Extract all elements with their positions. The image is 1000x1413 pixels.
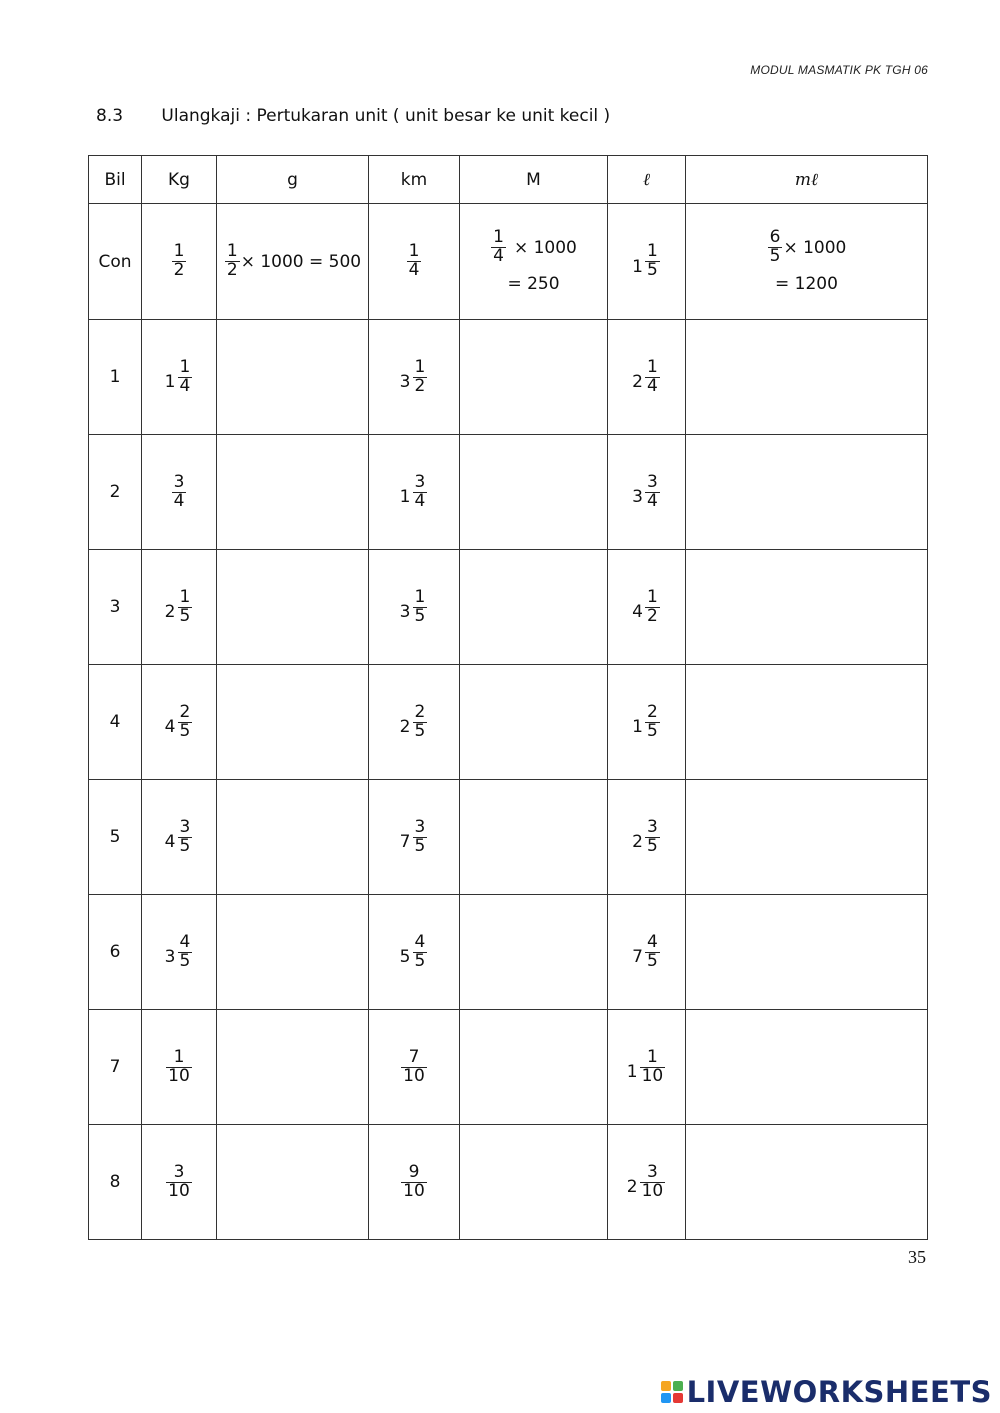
liter-value bbox=[608, 895, 686, 1010]
header-m: M bbox=[460, 156, 608, 204]
kg-value bbox=[142, 435, 217, 550]
mixed-number: 1 $\frac{1}{4}$ bbox=[164, 356, 191, 396]
liter-value bbox=[608, 320, 686, 435]
fraction: $\frac{9}{10}$ bbox=[403, 1161, 425, 1201]
ml-answer-cell[interactable] bbox=[686, 1010, 928, 1125]
ml-answer-cell[interactable] bbox=[686, 665, 928, 780]
mixed-number: 4 $\frac{3}{5}$ bbox=[164, 816, 191, 856]
fraction: $\frac{1}{2}$ bbox=[173, 241, 185, 280]
table-row bbox=[89, 1125, 928, 1240]
row-number: 3 bbox=[89, 550, 142, 665]
example-m-result: = 250 bbox=[507, 273, 560, 294]
m-answer-cell[interactable] bbox=[460, 665, 608, 780]
ml-answer-cell[interactable] bbox=[686, 780, 928, 895]
example-ml-result: = 1200 bbox=[775, 273, 838, 294]
liter-value bbox=[608, 1125, 686, 1240]
ml-answer-cell[interactable] bbox=[686, 435, 928, 550]
ml-answer-cell[interactable] bbox=[686, 1125, 928, 1240]
header-bil: Bil bbox=[89, 156, 142, 204]
fraction: $\frac{3}{4}$ bbox=[173, 471, 185, 511]
liveworksheets-logo bbox=[661, 1375, 992, 1409]
fraction: $\frac{1}{4}$ bbox=[408, 241, 420, 280]
m-answer-cell[interactable] bbox=[460, 895, 608, 1010]
example-liter bbox=[608, 204, 686, 320]
table-row bbox=[89, 665, 928, 780]
ml-answer-cell[interactable] bbox=[686, 550, 928, 665]
mixed-number: 4 $\frac{1}{2}$ bbox=[632, 586, 658, 626]
fraction: $\frac{7}{10}$ bbox=[403, 1046, 425, 1086]
mixed-number: 2 $\frac{1}{4}$ bbox=[632, 356, 658, 396]
page-number: 35 bbox=[908, 1247, 926, 1267]
km-value bbox=[369, 780, 460, 895]
liter-value bbox=[608, 665, 686, 780]
row-number: 8 bbox=[89, 1125, 142, 1240]
row-number: 6 bbox=[89, 895, 142, 1010]
header-liter: ℓ bbox=[608, 156, 686, 204]
header-milliliter: mℓ bbox=[686, 156, 928, 204]
table-row bbox=[89, 895, 928, 1010]
liter-value bbox=[608, 1010, 686, 1125]
brand-icon bbox=[661, 1381, 683, 1403]
kg-value bbox=[142, 665, 217, 780]
kg-value bbox=[142, 1125, 217, 1240]
mixed-number: 1 $\frac{1}{10}$ bbox=[626, 1046, 664, 1086]
example-ml-expression: × 1000 bbox=[783, 237, 847, 258]
mixed-number: 2 $\frac{1}{5}$ bbox=[164, 586, 191, 626]
row-number: 1 bbox=[89, 320, 142, 435]
example-km bbox=[369, 204, 460, 320]
example-kg bbox=[142, 204, 217, 320]
mixed-number: 3 $\frac{1}{2}$ bbox=[399, 356, 426, 396]
mixed-number: 3 $\frac{3}{4}$ bbox=[632, 471, 658, 511]
header-km: km bbox=[369, 156, 460, 204]
mixed-number: 5 $\frac{4}{5}$ bbox=[399, 931, 426, 971]
conversion-table bbox=[88, 155, 928, 1240]
mixed-number: 1 $\frac{2}{5}$ bbox=[632, 701, 658, 741]
km-value bbox=[369, 1125, 460, 1240]
mixed-number: 2 $\frac{2}{5}$ bbox=[399, 701, 426, 741]
header-kg: Kg bbox=[142, 156, 217, 204]
example-g-expression: × 1000 = 500 bbox=[240, 251, 362, 272]
kg-value bbox=[142, 320, 217, 435]
section-title: Ulangkaji : Pertukaran unit ( unit besar ke unit kecil ) bbox=[161, 106, 611, 126]
ml-answer-cell[interactable] bbox=[686, 320, 928, 435]
header-g: g bbox=[217, 156, 369, 204]
brand-name: LIVEWORKSHEETS bbox=[686, 1375, 992, 1409]
ml-answer-cell[interactable] bbox=[686, 895, 928, 1010]
row-number: 7 bbox=[89, 1010, 142, 1125]
example-label: Con bbox=[89, 204, 142, 320]
g-answer-cell[interactable] bbox=[217, 550, 369, 665]
kg-value bbox=[142, 895, 217, 1010]
mixed-number: 1 $\frac{1}{5}$ bbox=[632, 241, 658, 280]
fraction: $\frac{3}{10}$ bbox=[168, 1161, 190, 1201]
row-number: 5 bbox=[89, 780, 142, 895]
example-m-expression: × 1000 bbox=[513, 237, 577, 258]
km-value bbox=[369, 665, 460, 780]
g-answer-cell[interactable] bbox=[217, 320, 369, 435]
m-answer-cell[interactable] bbox=[460, 1125, 608, 1240]
fraction: $\frac{1}{2}$ bbox=[226, 241, 238, 280]
row-number: 4 bbox=[89, 665, 142, 780]
g-answer-cell[interactable] bbox=[217, 1125, 369, 1240]
km-value bbox=[369, 895, 460, 1010]
example-m bbox=[460, 204, 608, 320]
example-g bbox=[217, 204, 369, 320]
km-value bbox=[369, 550, 460, 665]
table-row bbox=[89, 320, 928, 435]
g-answer-cell[interactable] bbox=[217, 435, 369, 550]
g-answer-cell[interactable] bbox=[217, 665, 369, 780]
g-answer-cell[interactable] bbox=[217, 895, 369, 1010]
km-value bbox=[369, 1010, 460, 1125]
mixed-number: 2 $\frac{3}{5}$ bbox=[632, 816, 658, 856]
mixed-number: 7 $\frac{4}{5}$ bbox=[632, 931, 658, 971]
exercise-rows bbox=[89, 320, 928, 1240]
kg-value bbox=[142, 550, 217, 665]
fraction: $\frac{1}{4}$ bbox=[493, 227, 504, 266]
km-value bbox=[369, 320, 460, 435]
fraction: $\frac{6}{5}$ bbox=[769, 227, 781, 266]
section-number: 8.3 bbox=[96, 106, 124, 126]
fraction: $\frac{1}{10}$ bbox=[168, 1046, 190, 1086]
table-row bbox=[89, 550, 928, 665]
mixed-number: 4 $\frac{2}{5}$ bbox=[164, 701, 191, 741]
m-answer-cell[interactable] bbox=[460, 320, 608, 435]
module-header: MODUL MASMATIK PK TGH 06 bbox=[750, 63, 928, 77]
mixed-number: 3 $\frac{1}{5}$ bbox=[399, 586, 426, 626]
example-row bbox=[89, 204, 928, 320]
liter-value bbox=[608, 780, 686, 895]
section-heading bbox=[96, 106, 610, 126]
kg-value bbox=[142, 780, 217, 895]
g-answer-cell[interactable] bbox=[217, 1010, 369, 1125]
mixed-number: 2 $\frac{3}{10}$ bbox=[626, 1161, 664, 1201]
table-row bbox=[89, 780, 928, 895]
table-header-row bbox=[89, 156, 928, 204]
mixed-number: 1 $\frac{3}{4}$ bbox=[399, 471, 426, 511]
table-row bbox=[89, 1010, 928, 1125]
mixed-number: 3 $\frac{4}{5}$ bbox=[164, 931, 191, 971]
kg-value bbox=[142, 1010, 217, 1125]
liter-value bbox=[608, 550, 686, 665]
table-row bbox=[89, 435, 928, 550]
m-answer-cell[interactable] bbox=[460, 435, 608, 550]
g-answer-cell[interactable] bbox=[217, 780, 369, 895]
m-answer-cell[interactable] bbox=[460, 1010, 608, 1125]
row-number: 2 bbox=[89, 435, 142, 550]
example-milliliter bbox=[686, 204, 928, 320]
m-answer-cell[interactable] bbox=[460, 780, 608, 895]
m-answer-cell[interactable] bbox=[460, 550, 608, 665]
liter-value bbox=[608, 435, 686, 550]
km-value bbox=[369, 435, 460, 550]
mixed-number: 7 $\frac{3}{5}$ bbox=[399, 816, 426, 856]
